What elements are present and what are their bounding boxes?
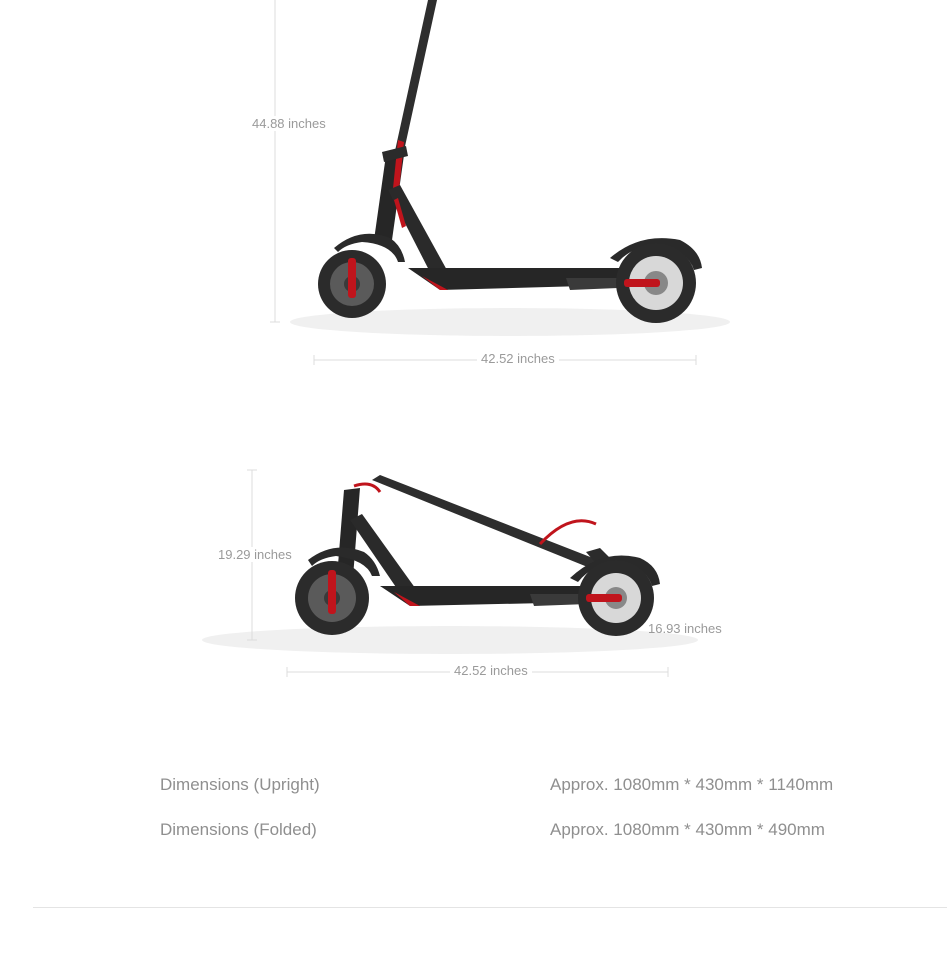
folded-length-label: 42.52 inches (450, 663, 532, 678)
spec-value: Approx. 1080mm * 430mm * 490mm (550, 820, 825, 839)
spec-value: Approx. 1080mm * 430mm * 1140mm (550, 775, 834, 794)
section-divider (33, 907, 947, 908)
spec-name: Dimensions (Upright) (160, 775, 320, 794)
folded-wheel-label: 16.93 inches (648, 621, 722, 636)
spec-row-upright (160, 775, 880, 799)
upright-length-label: 42.52 inches (477, 351, 559, 366)
folded-height-label: 19.29 inches (218, 547, 292, 562)
spec-row-folded (160, 820, 880, 844)
upright-height-label: 44.88 inches (252, 116, 326, 131)
spec-name: Dimensions (Folded) (160, 820, 317, 839)
folded-stem (372, 475, 598, 568)
